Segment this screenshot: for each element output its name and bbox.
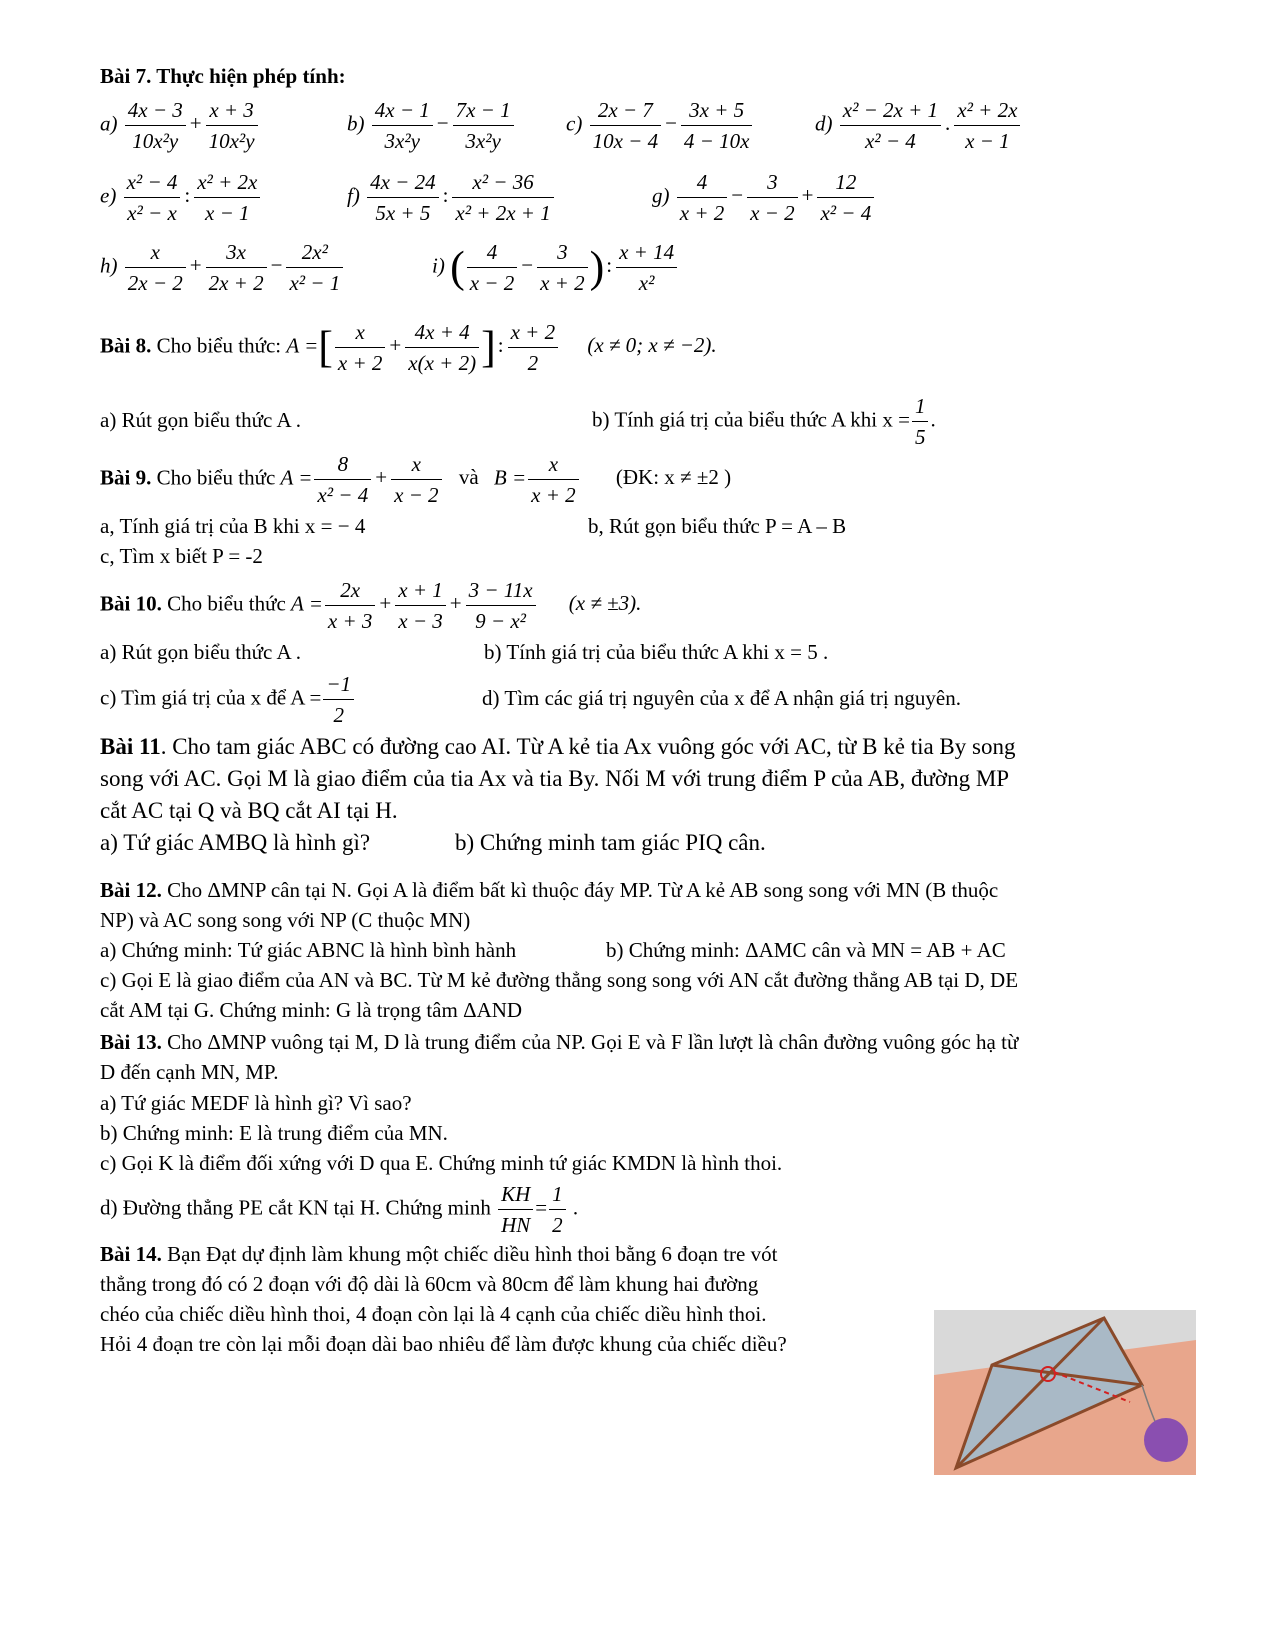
b7-item-e: e) $\frac{\text{x² − 4}}{\text{x² − x}}$ : $\frac{\text{x² + 2x}}{x - 1}$ [100,170,262,225]
b7-item-b: b) $\frac{4x - 1}{\text{3x²y}}$ − $\frac{7x - 1}{\text{3x²y}}$ [347,98,516,153]
b9-question-b: b, Rút gọn biểu thức P = A – B [588,514,847,538]
b9-question-a: a, Tính giá trị của B khi x = − 4 [100,514,366,538]
b8-question-b: b) Tính giá trị của biểu thức A khi x = $\frac{1}{5}$ . [592,394,936,450]
b10-question-a: a) Rút gọn biểu thức A . [100,640,301,664]
b14-line-3: chéo của chiếc diều hình thoi, 4 đoạn còn lại là 4 cạnh của chiếc diều hình thoi. [100,1302,767,1326]
b7-item-g: g) $\frac{4}{x + 2}$ − $\frac{3}{x - 2}$ + $\frac{12}{\text{x² − 4}}$ [652,170,876,225]
b13-question-c: c) Gọi K là điểm đối xứng với D qua E. Chứng minh tứ giác KMDN là hình thoi. [100,1151,783,1175]
b13-line-2: D đến cạnh MN, MP. [100,1060,279,1084]
b7-item-h: h) $\frac{x}{2x - 2}$ + $\frac{3x}{2x + 2}$ − $\frac{\text{2x²}}{\text{x² − 1}}$ [100,240,345,295]
b13-line-1: Bài 13. Cho ΔMNP vuông tại M, D là trung điểm của NP. Gọi E và F lần lượt là chân đường vuông góc hạ từ [100,1030,1019,1054]
b7-title: Bài 7. Thực hiện phép tính: [100,64,346,88]
b7-item-a: a) $\frac{4x - 3}{\text{10x²y}}$ + $\frac{x + 3}{\text{10x²y}}$ [100,98,260,153]
b14-line-4: Hỏi 4 đoạn tre còn lại mỗi đoạn dài bao nhiêu để làm được khung của chiếc diều? [100,1332,787,1356]
b12-question-a: a) Chứng minh: Tứ giác ABNC là hình bình hành [100,938,517,962]
b13-question-a: a) Tứ giác MEDF là hình gì? Vì sao? [100,1091,412,1115]
b9-question-c: c, Tìm x biết P = -2 [100,544,263,568]
b7-item-d: d) $\frac{\text{x² − 2x + 1}}{\text{x² − 4}}$ . $\frac{\text{x² + 2x}}{x - 1}$ [815,98,1022,153]
b12-line-2: NP) và AC song song với NP (C thuộc MN) [100,908,471,932]
b10-statement: Bài 10. Cho biểu thức A = $\frac{2x}{x + 3}$ + $\frac{x + 1}{x - 3}$ + $\frac{3 - 11x}{\text{9 − x²}}$ (x ≠ ±3). [100,578,642,634]
b7-item-i: i) ( $\frac{4}{x - 2}$ − $\frac{3}{x + 2}$ ): $\frac{x + 14}{\text{x²}}$ [432,240,679,295]
b10-question-d: d) Tìm các giá trị nguyên của x để A nhận giá trị nguyên. [482,686,961,710]
b8-question-a: a) Rút gọn biểu thức A . [100,408,301,432]
b9-statement: Bài 9. Cho biểu thức A = $\frac{8}{\text{x² − 4}}$ + $\frac{x}{x - 2}$ và B = $\frac{x}{x + 2}$ (ĐK: x ≠ ±2 ) [100,452,732,508]
b10-question-c: c) Tìm giá trị của x để A = $\frac{-1}{2}$ [100,672,356,727]
b13-question-b: b) Chứng minh: E là trung điểm của MN. [100,1121,448,1145]
b7-item-c: c) $\frac{2x - 7}{10x - 4}$ − $\frac{3x + 5}{4 - 10x}$ [566,98,754,153]
b12-question-c-1: c) Gọi E là giao điểm của AN và BC. Từ M kẻ đường thẳng song song với AN cắt đường thẳng AB tại D, DE [100,968,1019,992]
b14-line-1: Bài 14. Bạn Đạt dự định làm khung một chiếc diều hình thoi bằng 6 đoạn tre vót [100,1242,778,1266]
b7-item-f: f) $\frac{4x - 24}{5x + 5}$ : $\frac{\text{x² − 36}}{\text{x² + 2x + 1}}$ [347,170,556,225]
b11-question-a: a) Tứ giác AMBQ là hình gì? [100,830,371,855]
b12-question-b: b) Chứng minh: ΔAMC cân và MN = AB + AC [606,938,1006,962]
kite-illustration [934,1310,1196,1475]
yarn-ball [1144,1418,1188,1462]
b11-question-b: b) Chứng minh tam giác PIQ cân. [455,830,766,855]
b10-question-b: b) Tính giá trị của biểu thức A khi x = 5 . [484,640,829,664]
b14-line-2: thẳng trong đó có 2 đoạn với độ dài là 60cm và 80cm để làm khung hai đường [100,1272,759,1296]
b8-statement: Bài 8. Cho biểu thức: A =[ $\frac{x}{x + 2}$ + $\frac{4x + 4}{x(x + 2)}$ ]: $\frac{x + 2}{2}$ (x ≠ 0; x ≠ −2). [100,320,717,376]
b13-question-d: d) Đường thẳng PE cắt KN tại H. Chứng minh $\frac{KH}{HN}$ = $\frac{1}{2}$ . [100,1182,579,1238]
b12-line-1: Bài 12. Cho ΔMNP cân tại N. Gọi A là điểm bất kì thuộc đáy MP. Từ A kẻ AB song song với MN (B thuộc [100,878,999,902]
b11-line-2: song với AC. Gọi M là giao điểm của tia Ax và tia By. Nối M với trung điểm P của AB, đường MP [100,766,1010,791]
b11-line-3: cắt AC tại Q và BQ cắt AI tại H. [100,798,398,823]
b12-question-c-2: cắt AM tại G. Chứng minh: G là trọng tâm ΔAND [100,998,523,1022]
b11-line-1: Bài 11. Cho tam giác ABC có đường cao AI. Từ A kẻ tia Ax vuông góc với AC, từ B kẻ tia By song [100,734,1016,759]
